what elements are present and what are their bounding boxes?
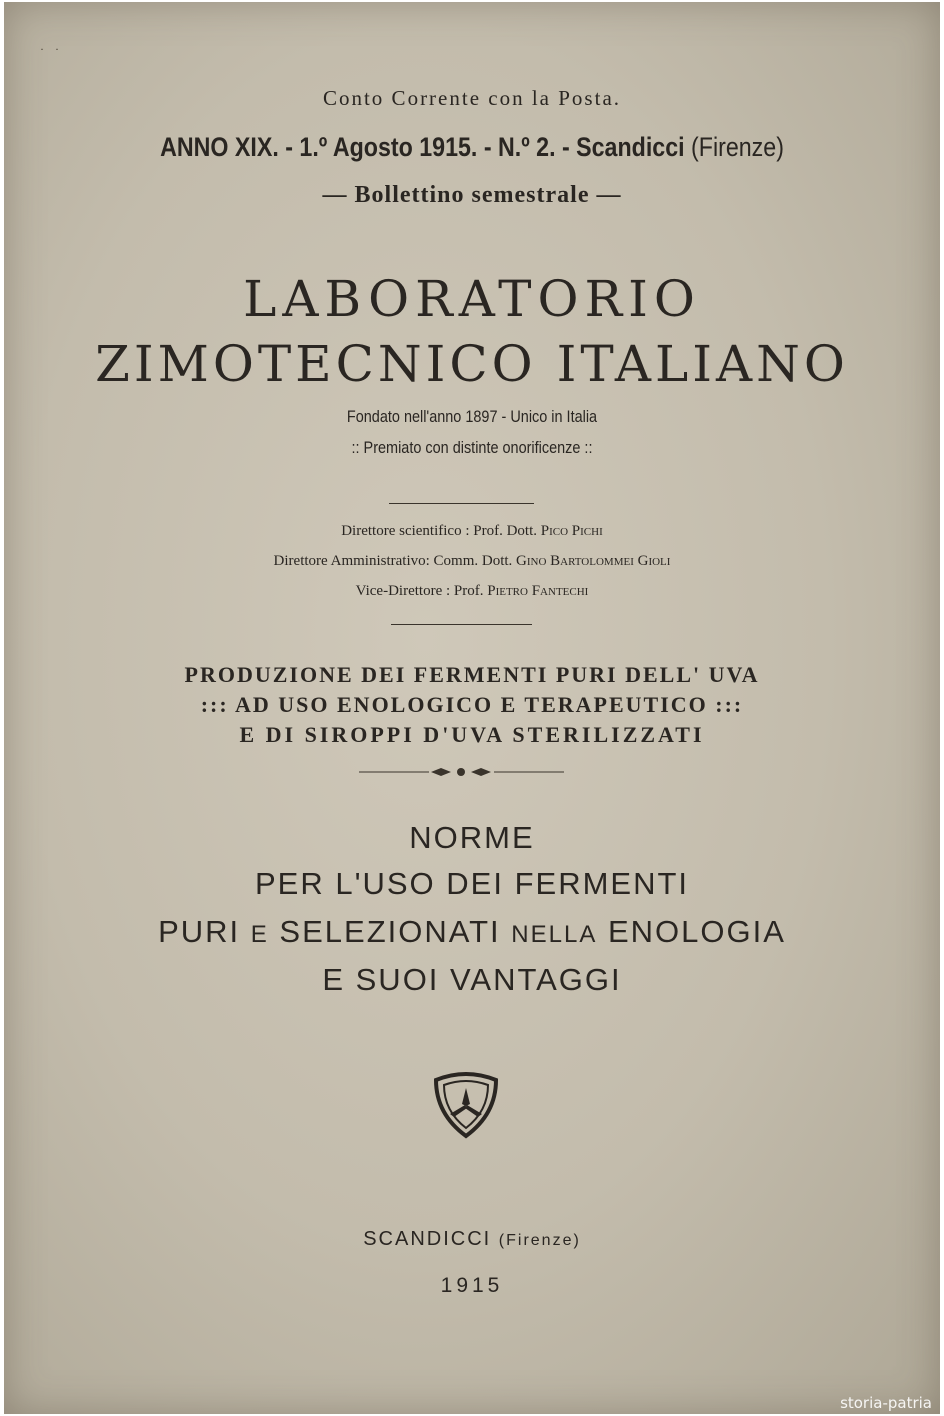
corner-marks: · · [40, 42, 63, 56]
bollettino-line: — Bollettino semestrale — [322, 182, 622, 208]
title-line-2: ZIMOTECNICO ITALIANO [95, 335, 849, 393]
norme-word: SELEZIONATI [279, 914, 501, 949]
place-name: SCANDICCI [363, 1228, 492, 1250]
norme-line-2: PER L'USO DEI FERMENTI [254, 866, 690, 901]
founded-line: Fondato nell'anno 1897 - Unico in Italia [346, 407, 598, 426]
divider-rule [391, 624, 532, 625]
norme-word: PURI [158, 914, 241, 949]
norme-word-small: NELLA [511, 921, 598, 948]
norme-line-4: E SUOI VANTAGGI [322, 962, 622, 997]
production-line-2: ::: AD USO ENOLOGICO E TERAPEUTICO ::: [200, 692, 744, 717]
conto-corrente-line: Conto Corrente con la Posta. [322, 86, 622, 110]
issue-info-city: (Firenze) [691, 132, 784, 162]
norme-word: ENOLOGIA [607, 914, 786, 949]
vice-director [4, 583, 940, 600]
production-line-3: E DI SIROPPI D'UVA STERILIZZATI [239, 722, 705, 747]
norme-line-3 [4, 914, 940, 950]
issue-info-text: ANNO XIX. - 1.º Agosto 1915. - N.º 2. - Scandicci [160, 132, 685, 162]
norme-line-1: NORME [409, 820, 535, 855]
booklet-cover [4, 2, 940, 1414]
director-scientific [4, 523, 940, 540]
director-role: Vice-Direttore : Prof. [355, 583, 484, 599]
place-region: (Firenze) [498, 1232, 581, 1249]
watermark-text: storia-patria [840, 1394, 932, 1412]
ornament-divider [359, 765, 564, 779]
divider-rule [389, 503, 534, 504]
title-line-1: LABORATORIO [243, 270, 701, 328]
publication-place [4, 1228, 940, 1251]
director-name: Pico Pichi [540, 523, 603, 539]
production-line-1: PRODUZIONE DEI FERMENTI PURI DELL' UVA [184, 662, 760, 687]
issue-info-line [70, 132, 875, 163]
director-role: Direttore Amministrativo: Comm. Dott. [273, 553, 513, 569]
director-role: Direttore scientifico : Prof. Dott. [341, 523, 538, 539]
norme-word-small: E [250, 921, 269, 948]
director-name: Gino Bartolommei Gioli [516, 553, 671, 569]
awards-line: :: Premiato con distinte onorificenze :: [351, 438, 593, 457]
director-administrative [4, 553, 940, 570]
director-name: Pietro Fantechi [487, 583, 589, 599]
publication-year: 1915 [440, 1274, 504, 1297]
shield-emblem-icon [430, 1070, 502, 1140]
